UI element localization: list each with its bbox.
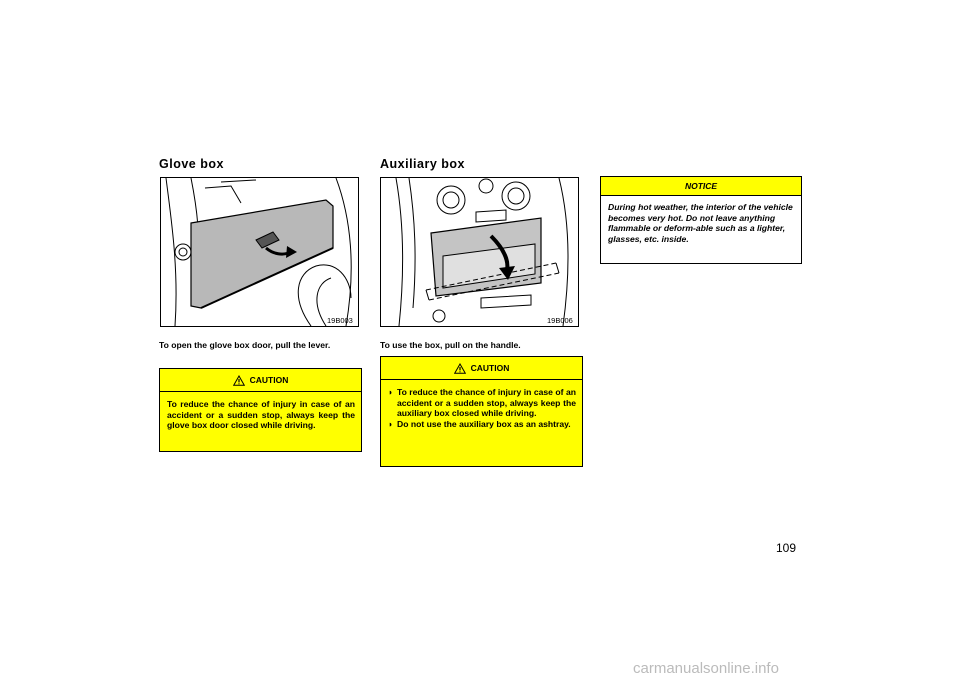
caution-header — [381, 357, 582, 380]
auxiliary-box-illustration — [380, 177, 579, 327]
warning-triangle-icon — [454, 363, 466, 374]
figure-code: 19B006 — [547, 316, 573, 325]
figure-code: 19B003 — [327, 316, 353, 325]
caution-list — [381, 380, 582, 435]
bullet-icon: ◗ — [388, 387, 394, 397]
warning-triangle-icon — [233, 375, 245, 386]
caution-header — [160, 369, 361, 392]
notice-text: During hot weather, the interior of the vehicle becomes very hot. Do not leave anything flammable or deform-able such as a lighter, glasses, etc. inside. — [608, 202, 793, 244]
bullet-icon: ◗ — [388, 418, 394, 429]
glove-box-illustration — [160, 177, 359, 327]
auxiliary-box-instruction: To use the box, pull on the handle. — [380, 340, 521, 350]
caution-item-text: Do not use the auxiliary box as an ashtray. — [397, 418, 571, 429]
caution-title: CAUTION — [249, 375, 289, 385]
glove-box-heading: Glove box — [159, 157, 224, 171]
caution-text: To reduce the chance of injury in case of an accident or a sudden stop, always keep the glove box door closed while driving. — [167, 399, 355, 431]
page-number: 109 — [776, 541, 797, 555]
glove-box-instruction: To open the glove box door, pull the lever. — [159, 340, 331, 350]
watermark-text: carmanualsonline.info — [633, 660, 779, 677]
caution-title: CAUTION — [470, 363, 510, 373]
auxiliary-box-caution — [380, 356, 583, 467]
auxiliary-box-heading: Auxiliary box — [380, 157, 465, 171]
glove-box-caution — [159, 368, 362, 452]
caution-item — [388, 387, 576, 419]
notice-title: NOTICE — [601, 177, 801, 196]
notice-box — [600, 176, 802, 264]
caution-item — [388, 419, 576, 430]
caution-item-text: To reduce the chance of injury in case of an accident or a sudden stop, always keep the auxiliary box closed while driving. — [397, 387, 576, 419]
